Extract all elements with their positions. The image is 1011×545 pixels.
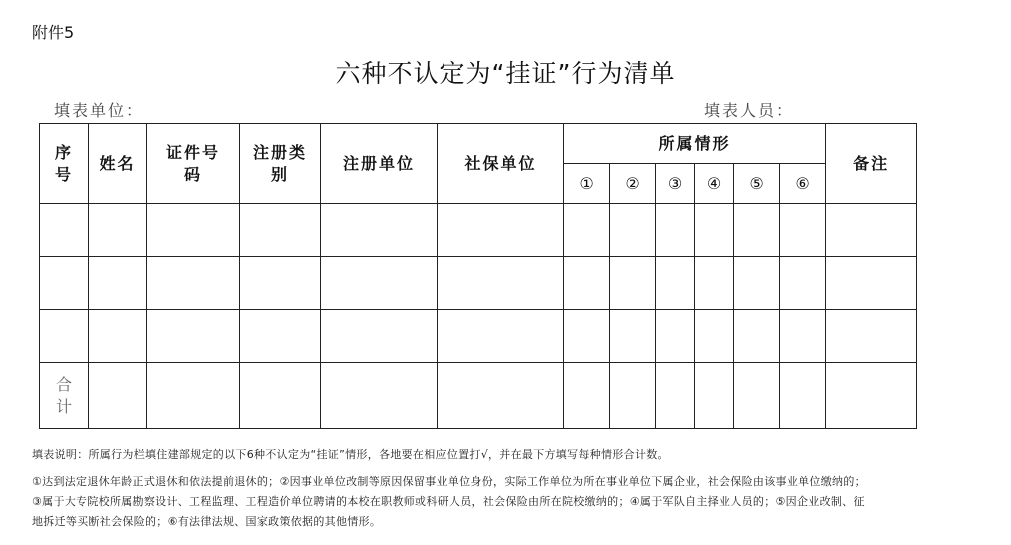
cell[interactable] xyxy=(734,204,780,257)
cell[interactable] xyxy=(656,257,695,310)
cell[interactable] xyxy=(610,204,656,257)
cell[interactable] xyxy=(695,310,734,363)
cell[interactable] xyxy=(240,310,321,363)
cell[interactable] xyxy=(240,363,321,429)
table-row xyxy=(40,310,917,363)
cell[interactable] xyxy=(780,363,826,429)
cell[interactable] xyxy=(826,204,917,257)
header-reg-type xyxy=(240,124,321,204)
cell[interactable] xyxy=(780,257,826,310)
cell[interactable] xyxy=(438,204,564,257)
cell[interactable] xyxy=(826,310,917,363)
fill-unit-label: 填表单位： xyxy=(54,101,145,120)
situation-note-line: ①达到法定退休年龄正式退休和依法提前退休的；②因事业单位改制等原因保留事业单位身份，实际工作单位为所在事业单位下属企业，社会保险由该事业单位缴纳的； xyxy=(32,475,866,488)
cell[interactable] xyxy=(147,257,240,310)
cell[interactable] xyxy=(780,310,826,363)
cell[interactable] xyxy=(695,363,734,429)
header-cert-no-line2: 码 xyxy=(183,164,202,184)
cell[interactable] xyxy=(734,310,780,363)
cell[interactable] xyxy=(564,310,610,363)
header-situation: 所属情形 xyxy=(564,124,826,164)
cell[interactable] xyxy=(656,310,695,363)
cell[interactable] xyxy=(656,204,695,257)
header-reg-type-line2: 别 xyxy=(270,164,289,184)
fill-instructions: 填表说明：所属行为栏填住建部规定的以下6种不认定为“挂证”情形，各地要在相应位置打√，并在最下方填写每种情形合计数。 xyxy=(32,448,669,461)
situation-6: ⑥ xyxy=(780,164,826,204)
situation-note-line: 地拆迁等买断社会保险的；⑥有法律法规、国家政策依据的其他情形。 xyxy=(32,515,382,528)
cell[interactable] xyxy=(438,363,564,429)
header-seq-line1: 序 xyxy=(54,142,73,162)
cell[interactable] xyxy=(610,363,656,429)
cell[interactable] xyxy=(610,310,656,363)
cell[interactable] xyxy=(321,310,438,363)
total-label-line2: 计 xyxy=(55,396,72,416)
cell[interactable] xyxy=(780,204,826,257)
header-name: 姓名 xyxy=(89,124,147,204)
cell[interactable] xyxy=(564,257,610,310)
situation-note-line: ③属于大专院校所属勘察设计、工程监理、工程造价单位聘请的本校在职教师或科研人员，社会保险由所在院校缴纳的；④属于军队自主择业人员的；⑤因企业改制、征 xyxy=(32,495,865,508)
cell[interactable] xyxy=(321,257,438,310)
situation-5: ⑤ xyxy=(734,164,780,204)
cell[interactable] xyxy=(89,363,147,429)
total-label-line1: 合 xyxy=(55,374,72,394)
cell[interactable] xyxy=(147,310,240,363)
cell[interactable] xyxy=(695,257,734,310)
header-reg-type-line1: 注册类 xyxy=(252,142,307,162)
cell[interactable] xyxy=(438,257,564,310)
header-seq-line2: 号 xyxy=(54,164,73,184)
attachment-label: 附件5 xyxy=(32,23,75,42)
cell[interactable] xyxy=(147,363,240,429)
cell[interactable] xyxy=(321,363,438,429)
cell[interactable] xyxy=(89,310,147,363)
cell[interactable] xyxy=(240,204,321,257)
header-seq xyxy=(40,124,89,204)
header-cert-no xyxy=(147,124,240,204)
table-row xyxy=(40,257,917,310)
header-social-unit: 社保单位 xyxy=(438,124,564,204)
cell[interactable] xyxy=(826,363,917,429)
situation-notes xyxy=(32,472,994,532)
cell[interactable] xyxy=(656,363,695,429)
situation-3: ③ xyxy=(656,164,695,204)
cell[interactable] xyxy=(564,204,610,257)
header-cert-no-line1: 证件号 xyxy=(165,142,220,162)
cell[interactable] xyxy=(438,310,564,363)
cell[interactable] xyxy=(40,310,89,363)
cell[interactable] xyxy=(89,204,147,257)
cell[interactable] xyxy=(89,257,147,310)
total-label xyxy=(40,363,89,429)
cell[interactable] xyxy=(734,363,780,429)
page-title: 六种不认定为“挂证”行为清单 xyxy=(335,59,676,88)
cell[interactable] xyxy=(40,257,89,310)
cell[interactable] xyxy=(734,257,780,310)
cell[interactable] xyxy=(147,204,240,257)
situation-2: ② xyxy=(610,164,656,204)
table-row xyxy=(40,204,917,257)
header-remark: 备注 xyxy=(826,124,917,204)
cell[interactable] xyxy=(240,257,321,310)
list-table xyxy=(39,123,917,429)
fill-person-label: 填表人员： xyxy=(704,101,795,120)
cell[interactable] xyxy=(564,363,610,429)
situation-1: ① xyxy=(564,164,610,204)
cell[interactable] xyxy=(695,204,734,257)
total-row xyxy=(40,363,917,429)
cell[interactable] xyxy=(40,204,89,257)
situation-4: ④ xyxy=(695,164,734,204)
cell[interactable] xyxy=(610,257,656,310)
cell[interactable] xyxy=(826,257,917,310)
header-reg-unit: 注册单位 xyxy=(321,124,438,204)
cell[interactable] xyxy=(321,204,438,257)
